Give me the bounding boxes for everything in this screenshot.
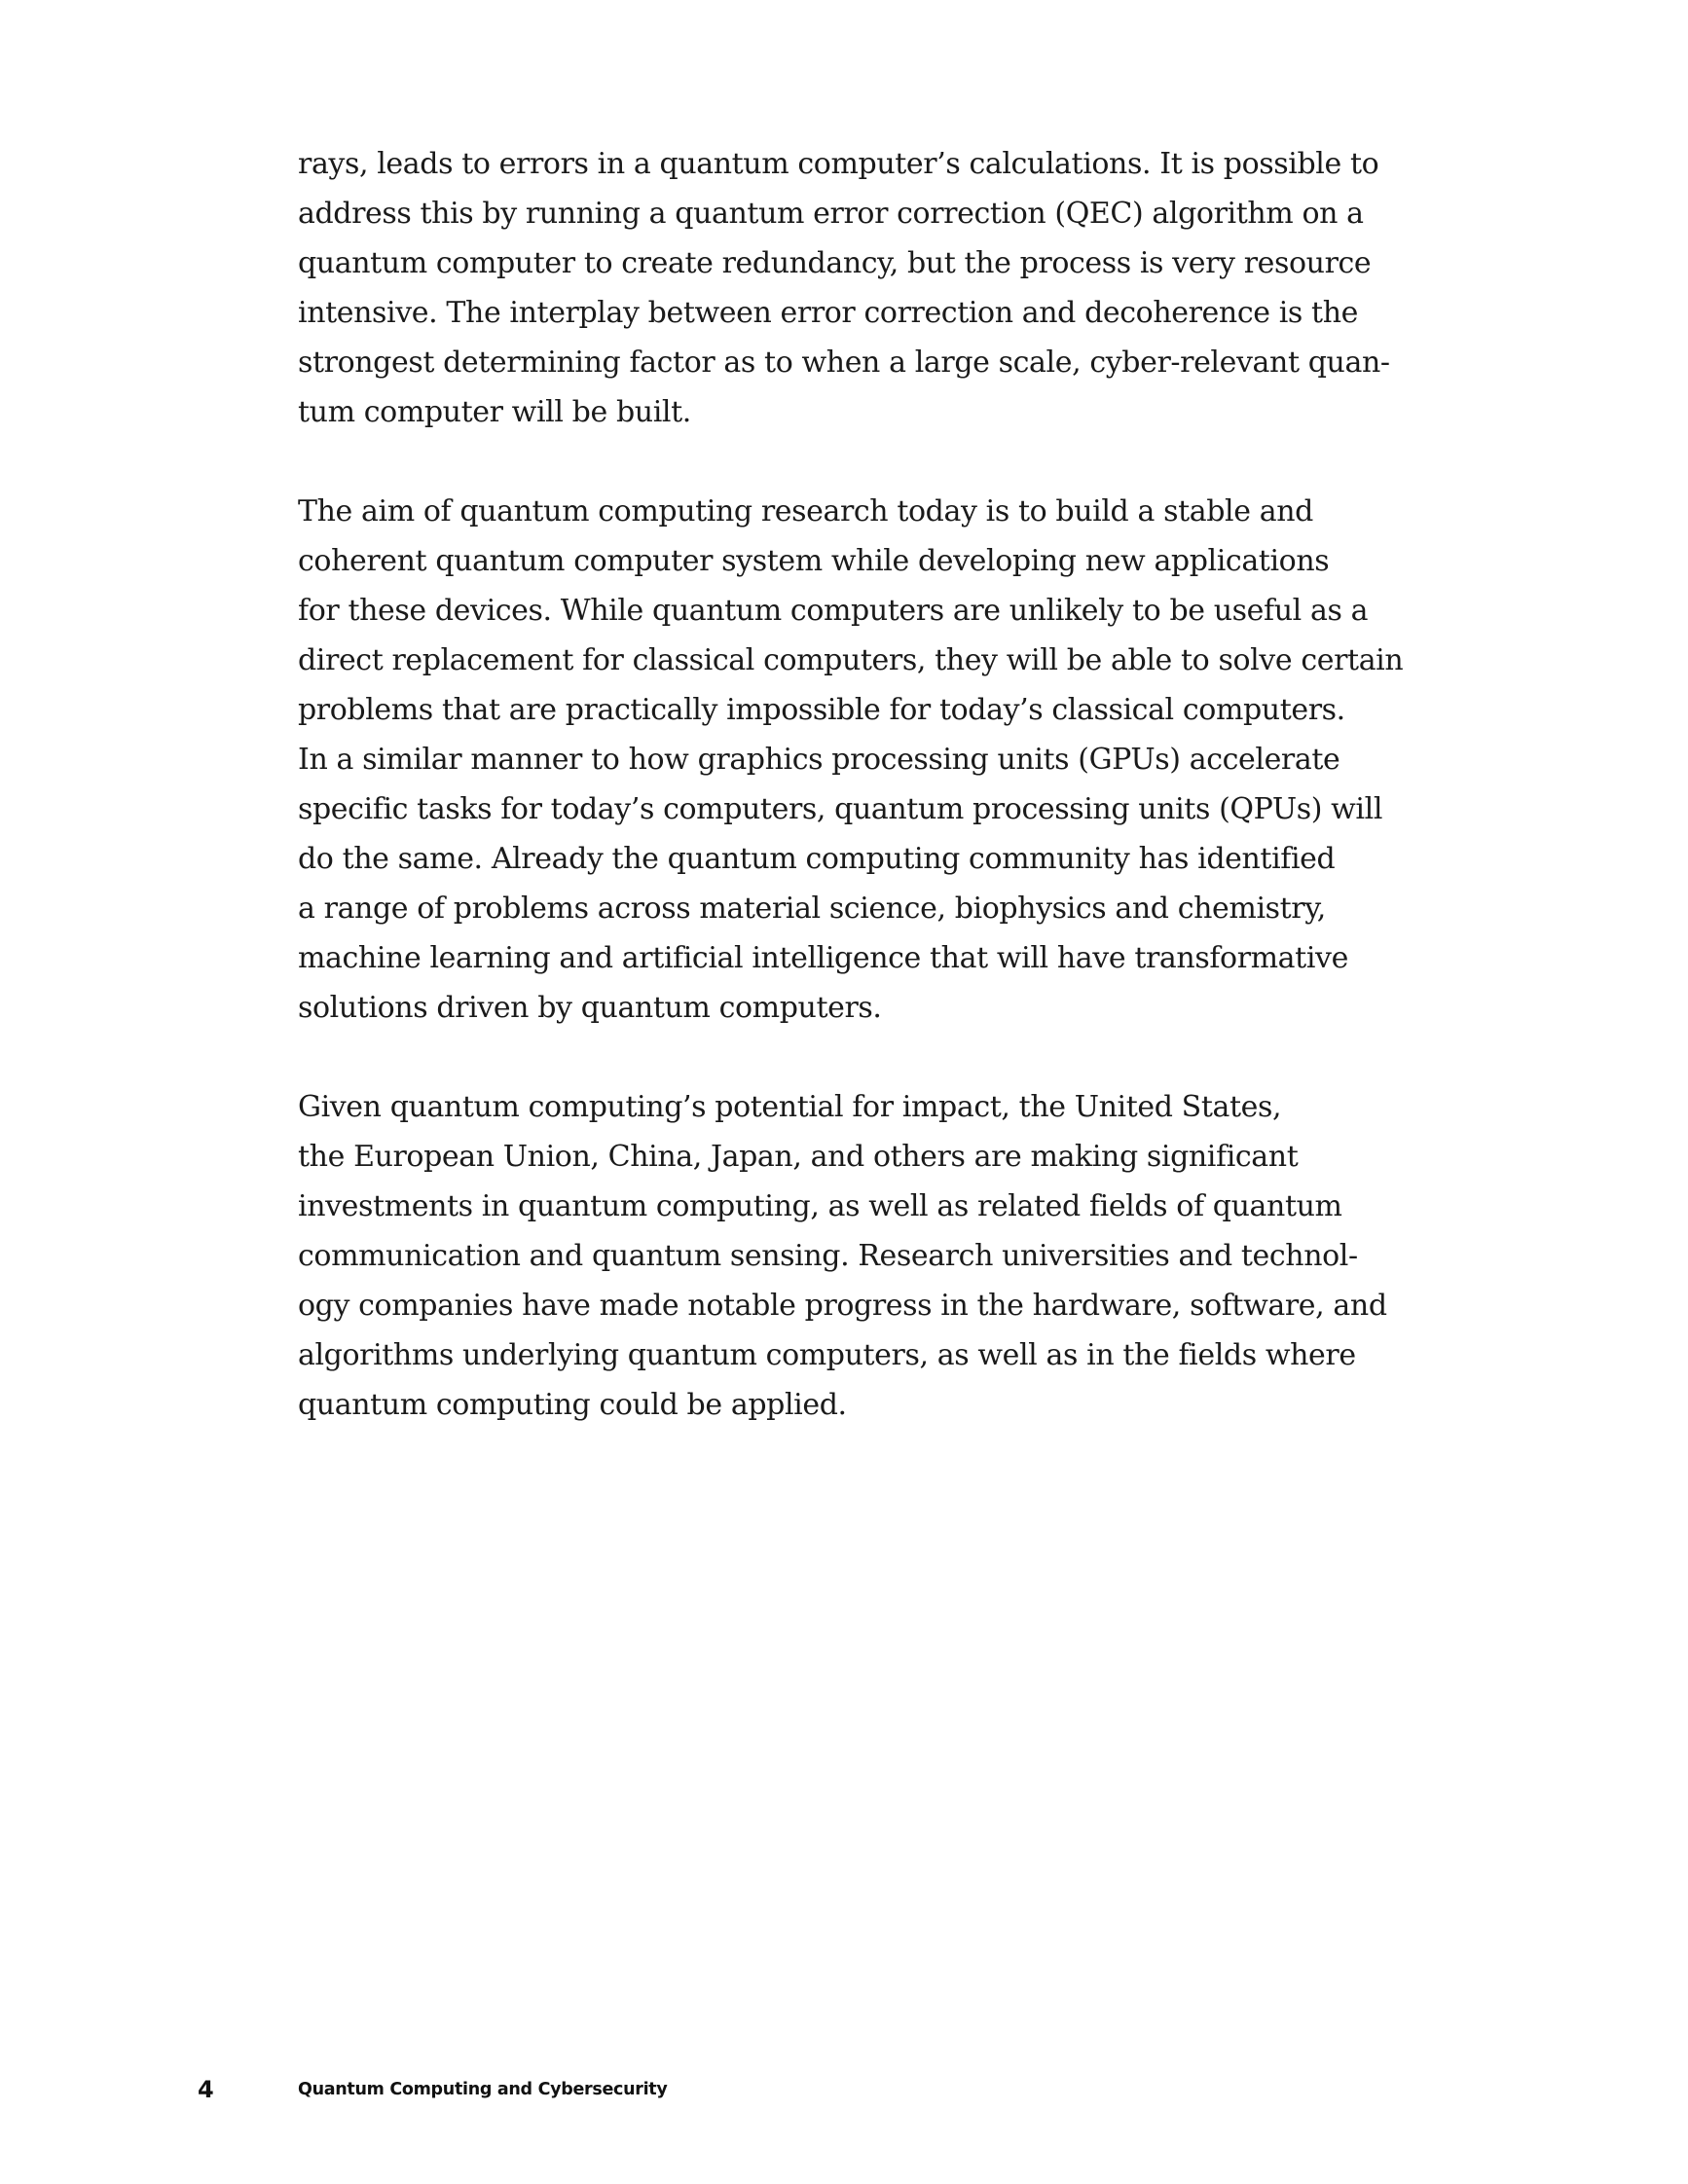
text-line: solutions driven by quantum computers. bbox=[298, 991, 882, 1025]
text-line: The aim of quantum computing research today is to build a stable and bbox=[298, 494, 1313, 528]
text-line: quantum computing could be applied. bbox=[298, 1388, 847, 1422]
text-line: Given quantum computing’s potential for impact, the United States, bbox=[298, 1090, 1282, 1124]
text-line: problems that are practically impossible for today’s classical computers. bbox=[298, 693, 1345, 727]
text-line: tum computer will be built. bbox=[298, 395, 691, 429]
text-line: intensive. The interplay between error correction and decoherence is the bbox=[298, 296, 1358, 330]
paragraph-1 bbox=[298, 139, 1390, 437]
paragraph-3 bbox=[298, 1082, 1387, 1430]
text-line: direct replacement for classical computers, they will be able to solve certain bbox=[298, 643, 1404, 677]
text-line: machine learning and artificial intelligence that will have transformative bbox=[298, 941, 1348, 975]
text-line: coherent quantum computer system while developing new applications bbox=[298, 544, 1330, 578]
body-text bbox=[298, 139, 1404, 1479]
text-line: specific tasks for today’s computers, quantum processing units (QPUs) will bbox=[298, 792, 1383, 826]
text-line: strongest determining factor as to when a large scale, cyber-relevant quan- bbox=[298, 346, 1390, 380]
text-line: algorithms underlying quantum computers, as well as in the fields where bbox=[298, 1338, 1356, 1372]
text-line: investments in quantum computing, as well as related fields of quantum bbox=[298, 1189, 1342, 1223]
text-line: rays, leads to errors in a quantum computer’s calculations. It is possible to bbox=[298, 147, 1379, 181]
text-line: communication and quantum sensing. Research universities and technol- bbox=[298, 1239, 1358, 1273]
page-number: 4 bbox=[198, 2076, 214, 2103]
paragraph-2 bbox=[298, 487, 1404, 1033]
text-line: address this by running a quantum error correction (QEC) algorithm on a bbox=[298, 197, 1364, 231]
running-footer-title: Quantum Computing and Cybersecurity bbox=[298, 2080, 668, 2099]
text-line: a range of problems across material science, biophysics and chemistry, bbox=[298, 892, 1326, 926]
text-line: In a similar manner to how graphics processing units (GPUs) accelerate bbox=[298, 743, 1340, 777]
text-line: quantum computer to create redundancy, but the process is very resource bbox=[298, 246, 1372, 280]
text-line: do the same. Already the quantum computing community has identified bbox=[298, 842, 1336, 876]
text-line: the European Union, China, Japan, and others are making significant bbox=[298, 1140, 1299, 1174]
text-line: ogy companies have made notable progress in the hardware, software, and bbox=[298, 1289, 1387, 1323]
text-line: for these devices. While quantum computers are unlikely to be useful as a bbox=[298, 594, 1369, 628]
